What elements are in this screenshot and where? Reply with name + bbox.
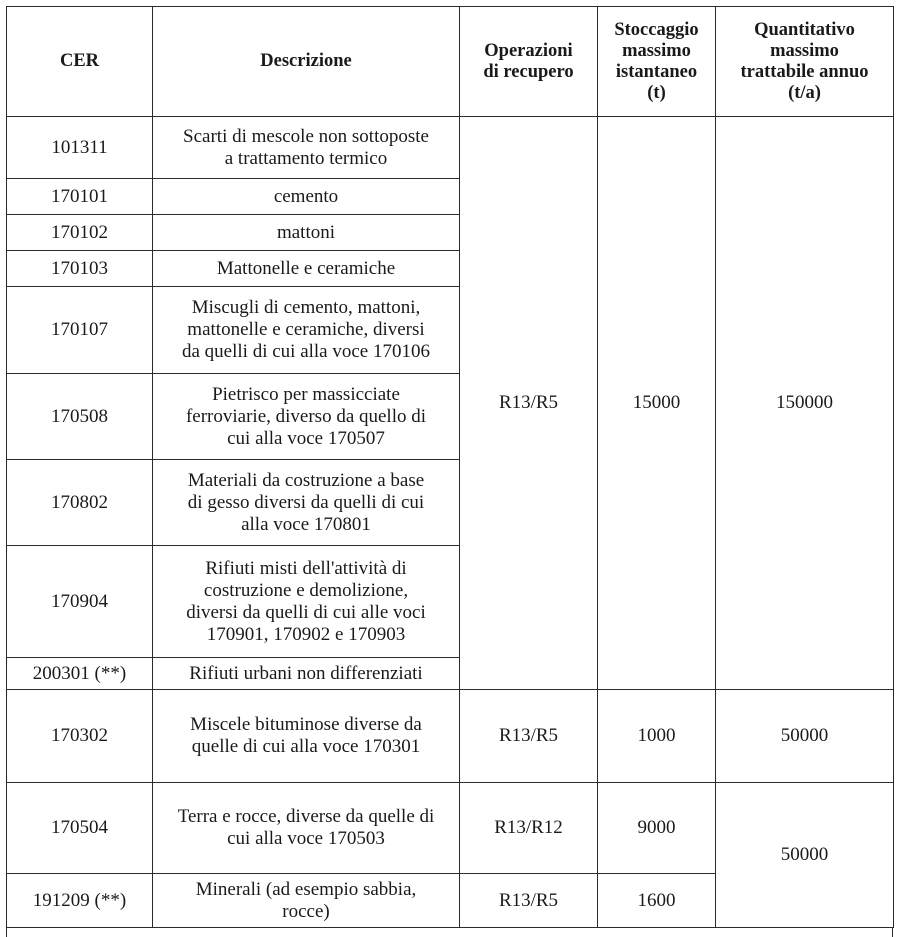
description: Mattonelle e ceramiche	[153, 251, 460, 287]
cer-code: 170504	[7, 783, 153, 874]
cer-code: 170103	[7, 251, 153, 287]
description: cemento	[153, 179, 460, 215]
cer-code: 170107	[7, 287, 153, 374]
cer-code: 170802	[7, 460, 153, 546]
waste-table	[6, 6, 894, 928]
cer-code: 170101	[7, 179, 153, 215]
header-descrizione: Descrizione	[153, 7, 460, 117]
operazioni-value: R13/R5	[460, 690, 598, 783]
cer-code: 170102	[7, 215, 153, 251]
header-row	[7, 7, 894, 117]
quantitativo-value: 50000	[716, 690, 894, 783]
description: Pietrisco per massicciate ferroviarie, diverso da quello di cui alla voce 170507	[153, 374, 460, 460]
header-cer: CER	[7, 7, 153, 117]
description: mattoni	[153, 215, 460, 251]
table-row	[7, 783, 894, 874]
operazioni-value: R13/R5	[460, 874, 598, 928]
quantitativo-value: 150000	[716, 117, 894, 690]
header-operazioni: Operazioni di recupero	[460, 7, 598, 117]
cer-code: 170904	[7, 546, 153, 658]
description: Rifiuti misti dell'attività di costruzione e demolizione, diversi da quelli di cui alle voci 170901, 170902 e 170903	[153, 546, 460, 658]
cer-code: 170302	[7, 690, 153, 783]
header-stoccaggio: Stoccaggio massimo istantaneo (t)	[598, 7, 716, 117]
table-row	[7, 690, 894, 783]
operazioni-value: R13/R5	[460, 117, 598, 690]
quantitativo-value: 50000	[716, 783, 894, 928]
stoccaggio-value: 15000	[598, 117, 716, 690]
operazioni-value: R13/R12	[460, 783, 598, 874]
cer-code: 101311	[7, 117, 153, 179]
description: Minerali (ad esempio sabbia, rocce)	[153, 874, 460, 928]
description: Rifiuti urbani non differenziati	[153, 658, 460, 690]
table-row	[7, 117, 894, 179]
stoccaggio-value: 1600	[598, 874, 716, 928]
cer-code: 170508	[7, 374, 153, 460]
description: Miscele bituminose diverse da quelle di cui alla voce 170301	[153, 690, 460, 783]
stoccaggio-value: 9000	[598, 783, 716, 874]
header-quantitativo: Quantitativo massimo trattabile annuo (t/a)	[716, 7, 894, 117]
description: Terra e rocce, diverse da quelle di cui alla voce 170503	[153, 783, 460, 874]
cer-code: 200301 (**)	[7, 658, 153, 690]
table-continuation	[6, 927, 893, 937]
stoccaggio-value: 1000	[598, 690, 716, 783]
description: Materiali da costruzione a base di gesso diversi da quelli di cui alla voce 170801	[153, 460, 460, 546]
description: Miscugli di cemento, mattoni, mattonelle e ceramiche, diversi da quelli di cui alla voce 170106	[153, 287, 460, 374]
description: Scarti di mescole non sottoposte a trattamento termico	[153, 117, 460, 179]
cer-code: 191209 (**)	[7, 874, 153, 928]
